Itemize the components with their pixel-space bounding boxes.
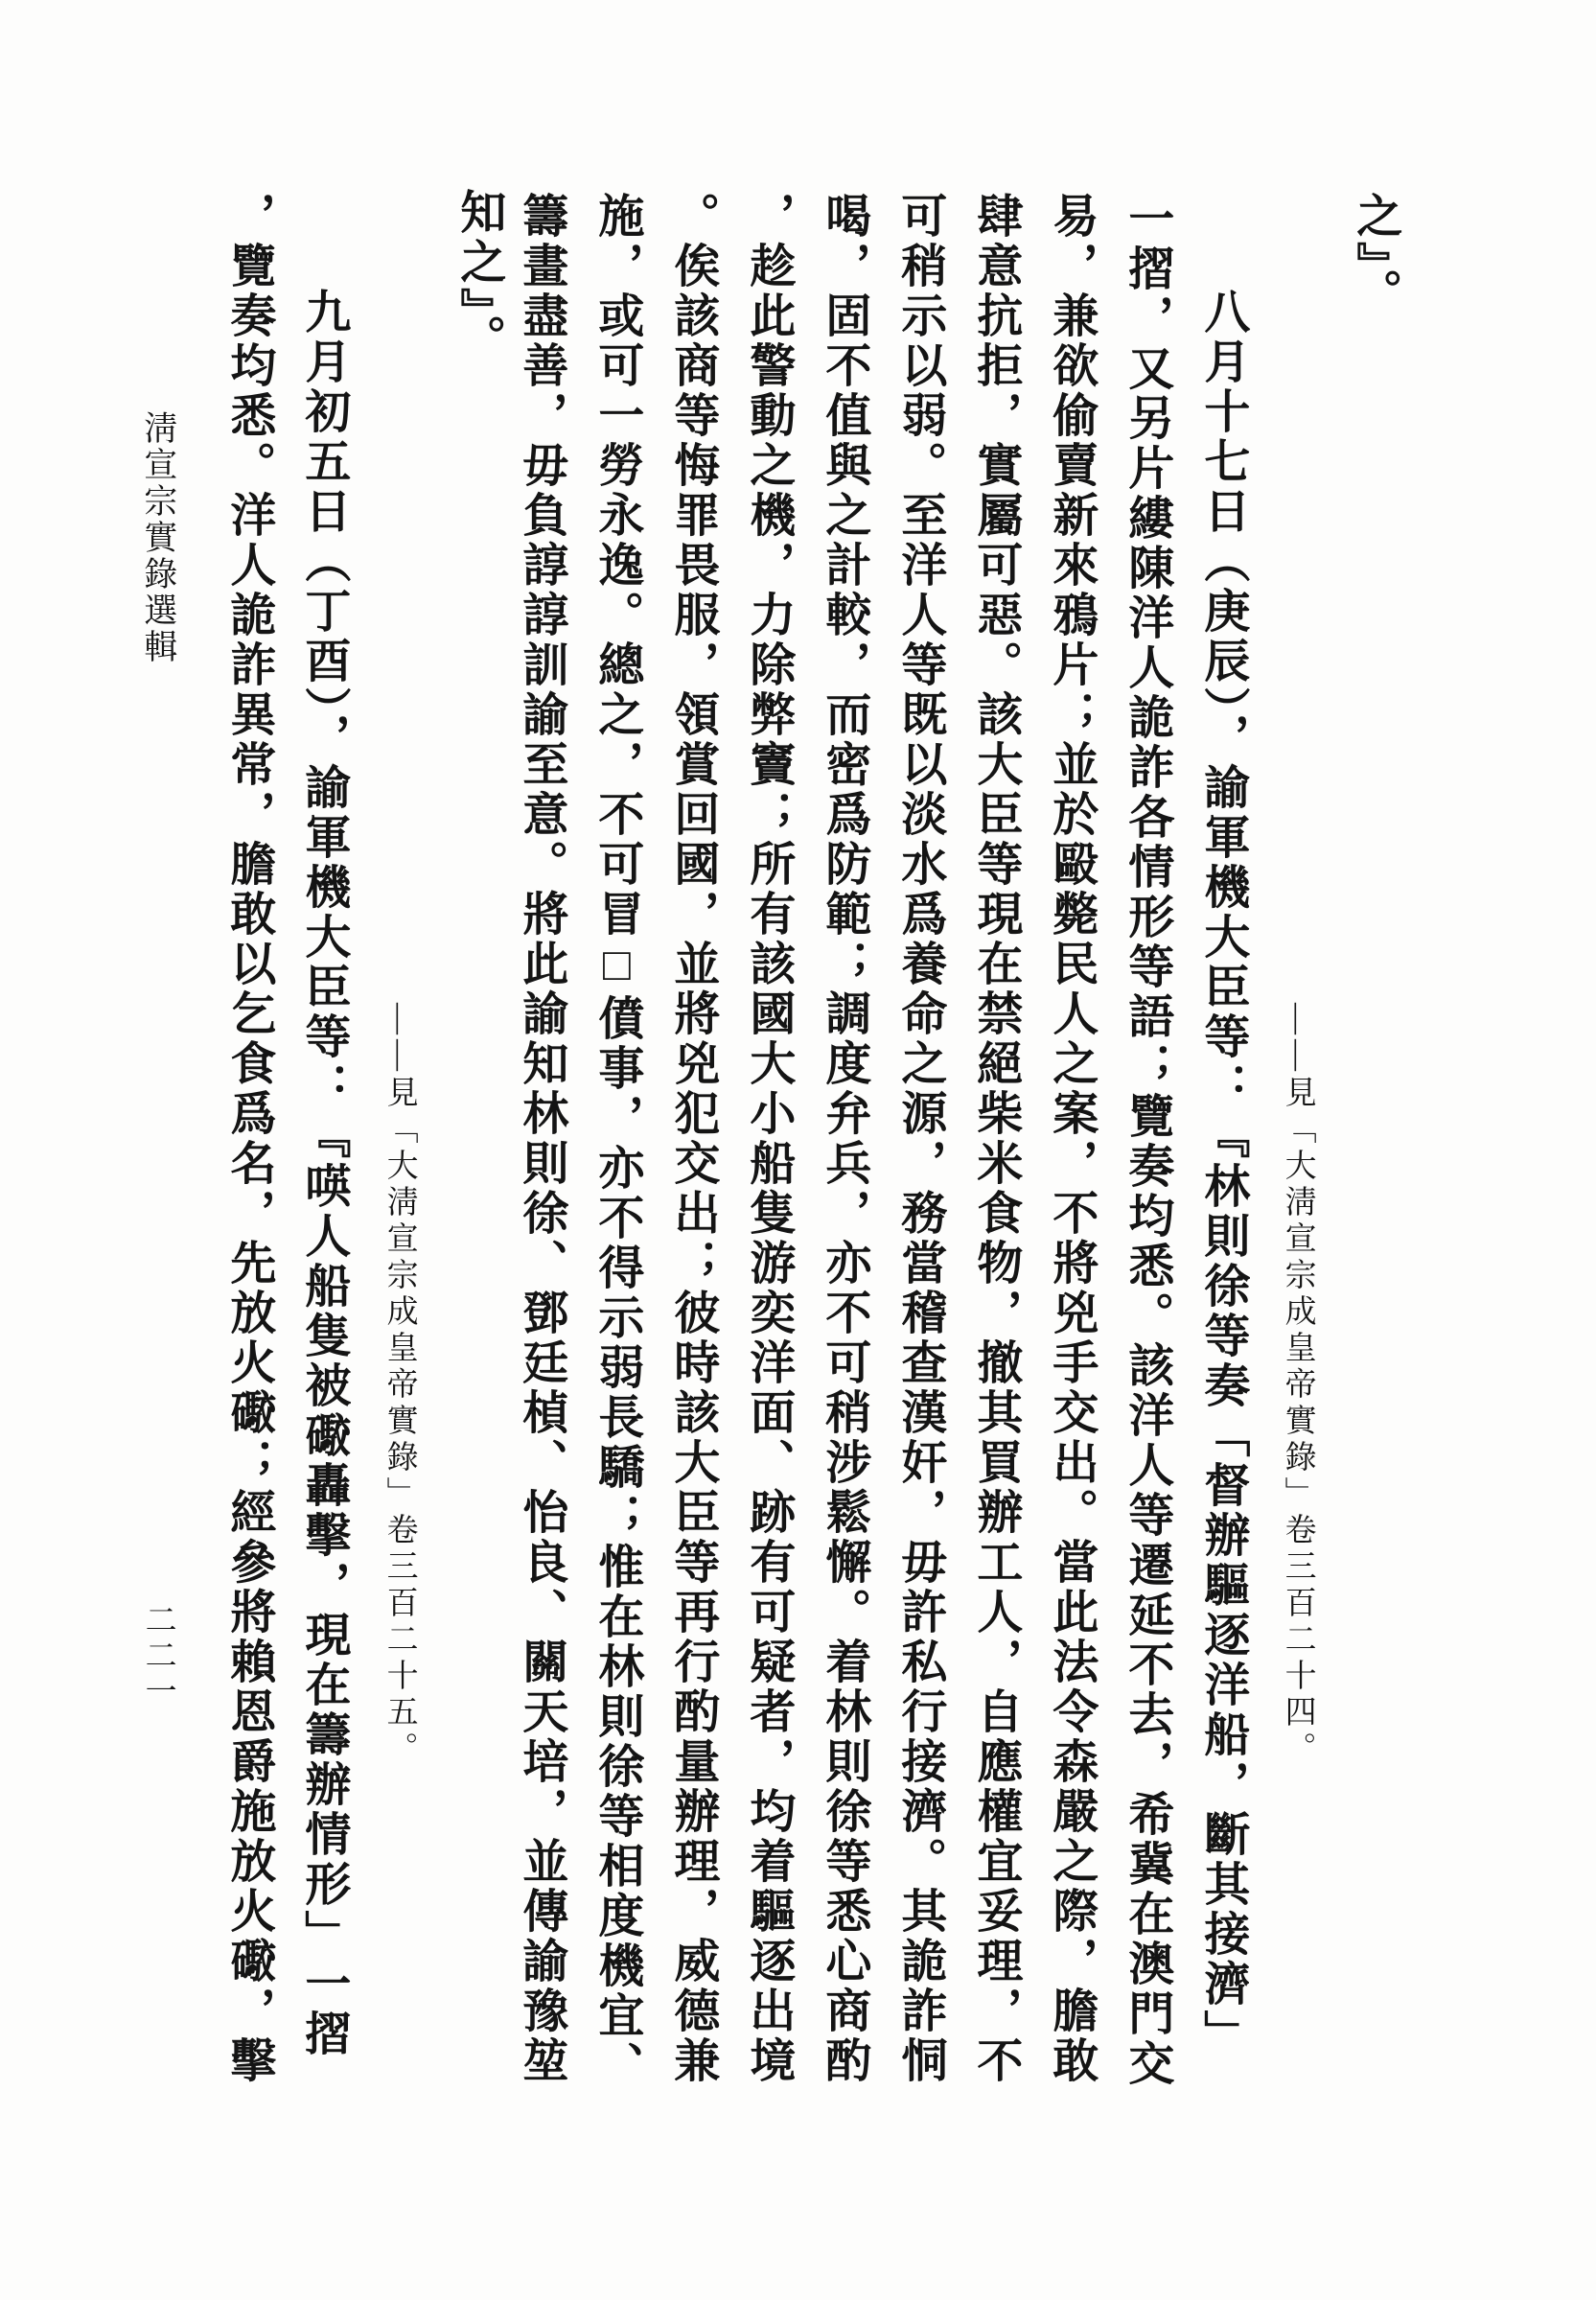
text-column-entry-sep5-2: ，覽奏均悉。洋人詭詐異常，膽敢以乞食爲名，先放火礮；經參將賴恩爵施放火礮，擊 [222, 192, 274, 2086]
page-number: 二二一 [140, 1603, 175, 1709]
text-column-entry-aug17-10: 籌畫盡善，毋負諄諄訓諭至意。將此諭知林則徐、鄧廷楨、怡良、關天培，並傳諭豫堃 [515, 192, 567, 2086]
text-column-entry-aug17-6: 喝，固不值與之計較，而密爲防範；調度弁兵，亦不可稍涉鬆懈。着林則徐等悉心商酌 [818, 192, 869, 2086]
text-column-entry-aug17-1: 八月十七日（庚辰），諭軍機大臣等：『林則徐等奏「督辦驅逐洋船，斷其接濟」 [1196, 288, 1248, 2059]
text-column-entry-aug17-7: ，趁此警動之機，力除弊竇；所有該國大小船隻游奕洋面、跡有可疑者，均着驅逐出境 [742, 192, 794, 2086]
text-column-entry-aug17-3: 易，兼欲偷賣新來鴉片；並於毆斃民人之案，不將兇手交出。當此法令森嚴之際，膽敢 [1045, 192, 1097, 2086]
text-column-entry-aug17-8: 。俟該商等悔罪畏服，領賞回國，並將兇犯交出；彼時該大臣等再行酌量辦理，威德兼 [666, 192, 718, 2086]
text-column-entry-aug17-9: 施，或可一勞永逸。總之，不可冒□僨事，亦不得示弱長驕；惟在林則徐等相度機宜、 [590, 192, 642, 2091]
text-column-prev-entry-end: 之』。 [1349, 192, 1400, 318]
text-column-citation-vol-324: ——見「大淸宣宗成皇帝實錄」卷三百二十四。 [1280, 1003, 1315, 1768]
text-column-entry-aug17-4: 肆意抗拒，實屬可惡。該大臣等現在禁絕柴米食物，撤其買辦工人，自應權宜妥理，不 [969, 192, 1021, 2086]
margin-book-title: 淸宣宗實錄選輯 [139, 410, 177, 665]
text-column-entry-aug17-end: 知之』。 [452, 188, 504, 364]
text-column-entry-aug17-5: 可稍示以弱。至洋人等既以淡水爲養命之源，務當稽查漢奸，毋許私行接濟。其詭詐恫 [893, 192, 945, 2086]
text-column-entry-sep5-1: 九月初五日（丁酉），諭軍機大臣等：『𠸄人船隻被礮轟擊，現在籌辦情形」一摺 [297, 288, 349, 2059]
text-column-citation-vol-325: ——見「大淸宣宗成皇帝實錄」卷三百二十五。 [382, 1003, 417, 1768]
text-column-entry-aug17-2: 一摺，又另片縷陳洋人詭詐各情形等語；覽奏均悉。該洋人等遷延不去，希冀在澳門交 [1121, 195, 1172, 2089]
